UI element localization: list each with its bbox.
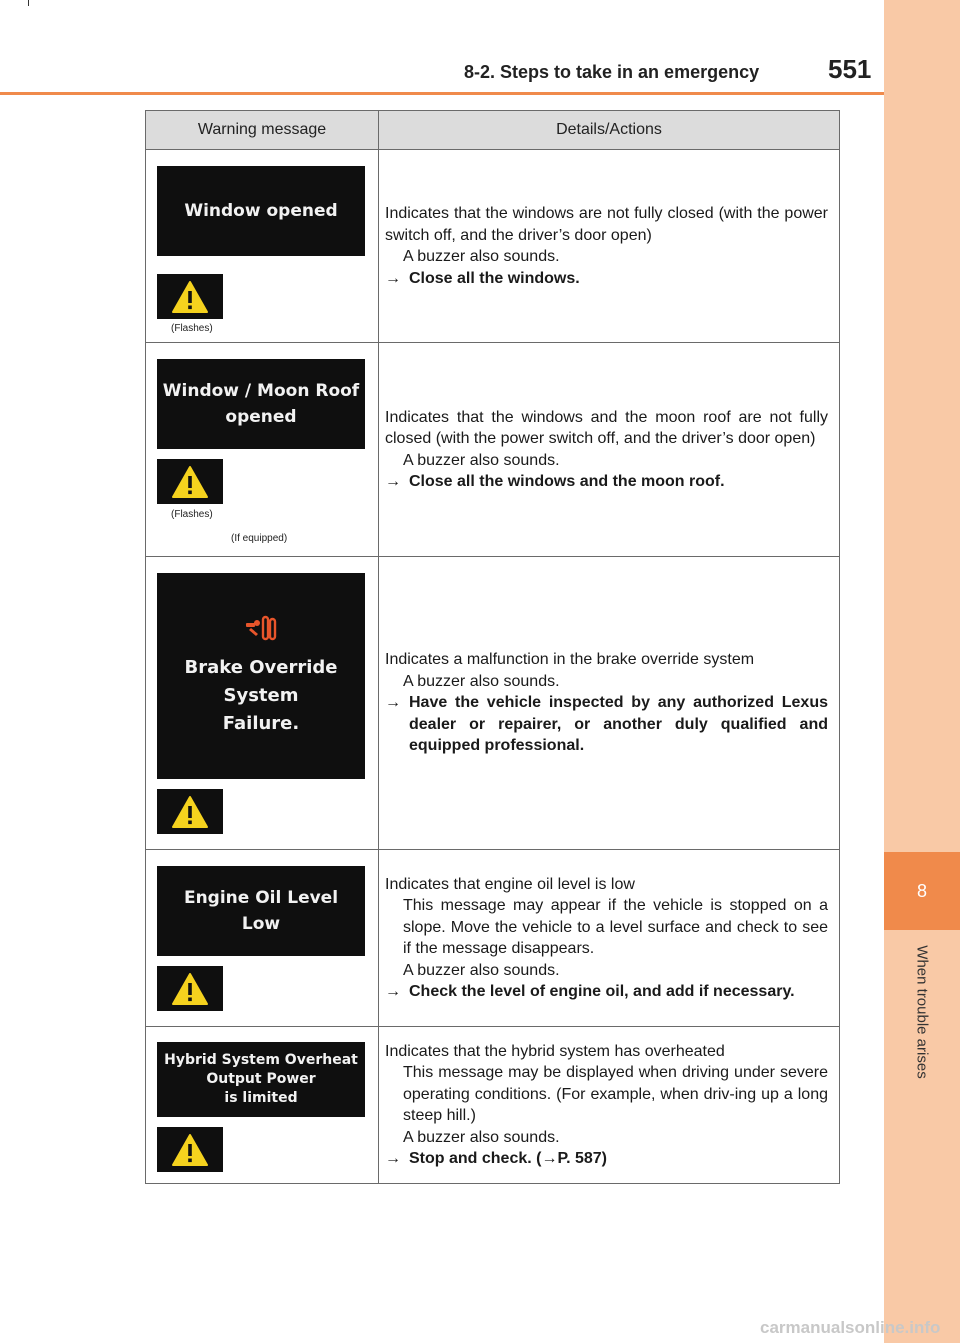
display-text: Failure. xyxy=(222,712,300,734)
details-text: Indicates that engine oil level is low xyxy=(385,875,635,893)
arrow-icon: → xyxy=(385,1150,401,1167)
action-line xyxy=(385,1148,828,1170)
details-text: Indicates that the windows and the moon roof are not fully closed (with the power switch off, and the driver’s door open) xyxy=(385,408,828,447)
header-rule xyxy=(0,92,884,95)
action-text: Close all the windows and the moon roof. xyxy=(409,473,725,490)
sub-note: This message may appear if the vehicle is stopped on a slope. Move the vehicle to a level surface and check to see if the message disappears. xyxy=(403,897,828,957)
details-text: Indicates a malfunction in the brake override system xyxy=(385,651,755,669)
brake-override-icon xyxy=(244,614,278,644)
details-cell xyxy=(379,343,840,557)
sub-note: A buzzer also sounds. xyxy=(403,451,560,469)
if-equipped-note: (If equipped) xyxy=(231,533,288,544)
details-cell xyxy=(379,150,840,343)
details-text: Indicates that the hybrid system has overheated xyxy=(385,1042,725,1060)
page-top xyxy=(0,0,960,8)
display-text: opened xyxy=(225,407,297,427)
action-line xyxy=(385,268,828,290)
column-header-warning-message: Warning message xyxy=(146,111,379,150)
chapter-label: When trouble arises xyxy=(913,945,931,1079)
action-line xyxy=(385,692,828,757)
arrow-icon: → xyxy=(385,694,401,712)
action-text: Have the vehicle inspected by any authorized Lexus dealer or repairer, or another duly qualified and equipped professional. xyxy=(409,694,828,755)
arrow-icon: → xyxy=(385,473,401,490)
display-text: Hybrid System Overheat xyxy=(164,1052,358,1069)
details-cell xyxy=(379,850,840,1027)
action-text: Close all the windows. xyxy=(409,269,580,287)
display-screen xyxy=(157,1042,365,1117)
flashes-note: (Flashes) xyxy=(171,509,213,520)
warning-triangle-icon xyxy=(157,1127,223,1172)
chapter-tab-strip xyxy=(884,0,960,1343)
arrow-icon: → xyxy=(385,269,401,287)
action-line xyxy=(385,471,828,493)
flashes-note: (Flashes) xyxy=(171,323,213,334)
display-text: is limited xyxy=(224,1089,298,1106)
warning-message-table xyxy=(145,110,840,1184)
table-row xyxy=(146,850,840,1027)
warning-triangle-icon xyxy=(157,274,223,319)
sub-note: A buzzer also sounds. xyxy=(403,961,560,979)
table-row xyxy=(146,557,840,850)
display-text: Engine Oil Level xyxy=(183,887,339,908)
display-screen xyxy=(157,359,365,449)
column-header-details: Details/Actions xyxy=(379,111,840,150)
details-cell xyxy=(379,557,840,850)
display-text: System xyxy=(223,685,299,707)
warning-triangle-icon xyxy=(157,966,223,1011)
display-text: Window / Moon Roof xyxy=(162,380,360,401)
table-row xyxy=(146,150,840,343)
sub-note: A buzzer also sounds. xyxy=(403,248,560,265)
table-header-row xyxy=(146,111,840,150)
chapter-number: 8 xyxy=(884,852,960,930)
details-cell xyxy=(379,1027,840,1184)
warning-image-cell xyxy=(146,150,379,343)
sub-note: A buzzer also sounds. xyxy=(403,672,560,690)
arrow-icon: → xyxy=(385,983,401,1000)
display-text: Output Power xyxy=(206,1071,316,1088)
sub-note: This message may be displayed when driving under severe operating conditions. (For example, when driv-ing up a long steep hill.) xyxy=(403,1064,828,1124)
display-screen xyxy=(157,573,365,779)
action-text: Check the level of engine oil, and add if necessary. xyxy=(409,983,795,1000)
crop-mark-left xyxy=(28,0,29,6)
display-screen xyxy=(157,866,365,956)
watermark: carmanualsonline.info xyxy=(760,1318,941,1337)
action-text: Stop and check. (→P. 587) xyxy=(409,1150,607,1167)
display-screen xyxy=(157,166,365,256)
table-row xyxy=(146,1027,840,1184)
warning-image-cell xyxy=(146,1027,379,1184)
details-text: Indicates that the windows are not fully closed (with the power switch off, and the driver’s door open) xyxy=(385,205,828,244)
display-text: Low xyxy=(241,914,281,934)
action-line xyxy=(385,981,828,1003)
table-row xyxy=(146,343,840,557)
warning-triangle-icon xyxy=(157,459,223,504)
warning-triangle-icon xyxy=(157,789,223,834)
display-text: Brake Override xyxy=(184,657,338,679)
section-title: 8-2. Steps to take in an emergency xyxy=(464,62,760,82)
warning-image-cell xyxy=(146,557,379,850)
sub-note: A buzzer also sounds. xyxy=(403,1128,560,1146)
display-text: Window opened xyxy=(184,200,338,221)
page-number: 551 xyxy=(828,54,872,84)
warning-image-cell xyxy=(146,343,379,557)
warning-image-cell xyxy=(146,850,379,1027)
